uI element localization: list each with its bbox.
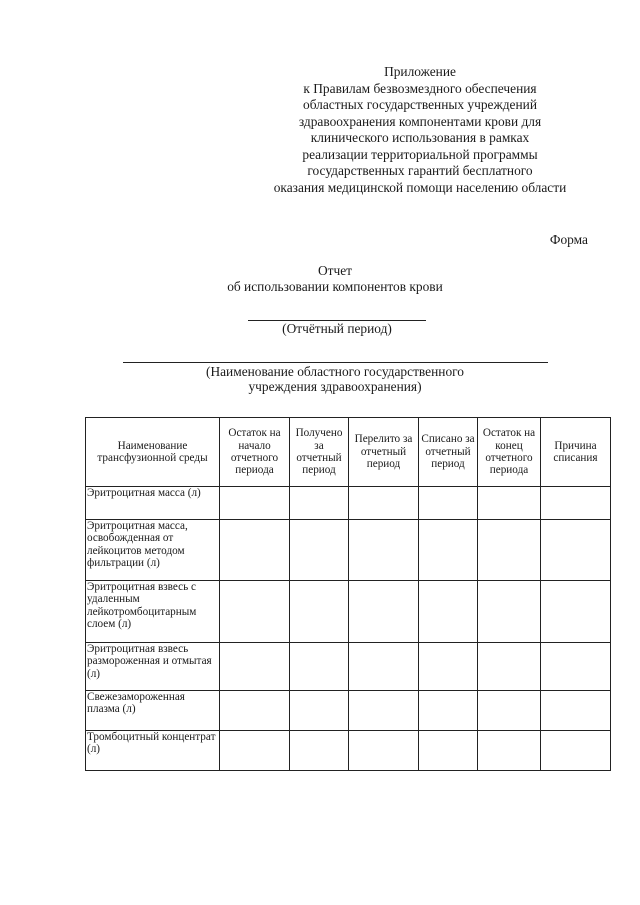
blood-components-table	[85, 417, 611, 771]
table-row	[86, 731, 611, 771]
table-cell[interactable]	[478, 731, 541, 771]
table-cell[interactable]	[349, 731, 419, 771]
col-header-transfused: Перелито за отчетный период	[349, 418, 419, 487]
col-header-received: Получено за отчетный период	[290, 418, 349, 487]
table-cell[interactable]	[541, 643, 611, 691]
table-row	[86, 520, 611, 581]
table-cell[interactable]	[290, 731, 349, 771]
appendix-line: реализации территориальной программы	[302, 146, 538, 162]
table-cell[interactable]	[349, 581, 419, 643]
appendix-block	[250, 64, 590, 196]
table-cell[interactable]	[478, 581, 541, 643]
table-cell[interactable]	[349, 487, 419, 520]
col-header-start-balance: Остаток на начало отчетного периода	[220, 418, 290, 487]
institution-caption-line: учреждения здравоохранения)	[248, 379, 422, 394]
table-cell[interactable]	[220, 731, 290, 771]
col-header-end-balance: Остаток на конец отчетного периода	[478, 418, 541, 487]
appendix-line: здравоохранения компонентами крови для	[298, 113, 542, 129]
table-cell[interactable]	[349, 520, 419, 581]
appendix-line: к Правилам безвозмездного обеспечения	[303, 80, 537, 96]
table-cell[interactable]	[541, 487, 611, 520]
report-title-block	[200, 263, 470, 295]
col-header-written-off: Списано за отчетный период	[419, 418, 478, 487]
table-row	[86, 691, 611, 731]
institution-underline	[123, 362, 548, 363]
appendix-line: оказания медицинской помощи населению области	[273, 179, 567, 195]
table-cell[interactable]	[419, 520, 478, 581]
row-label: Свежезамороженная плазма (л)	[86, 691, 220, 731]
table-cell[interactable]	[290, 520, 349, 581]
table-cell[interactable]	[220, 520, 290, 581]
table-cell[interactable]	[290, 691, 349, 731]
table-row	[86, 487, 611, 520]
table-cell[interactable]	[290, 581, 349, 643]
table-cell[interactable]	[220, 581, 290, 643]
table-cell[interactable]	[220, 487, 290, 520]
table-cell[interactable]	[349, 691, 419, 731]
table-cell[interactable]	[541, 520, 611, 581]
row-label: Эритроцитная взвесь размороженная и отмытая (л)	[86, 643, 220, 691]
table-cell[interactable]	[419, 487, 478, 520]
period-caption: (Отчётный период)	[282, 321, 392, 336]
table-cell[interactable]	[541, 581, 611, 643]
institution-caption	[160, 364, 510, 394]
row-label: Эритроцитная масса (л)	[86, 487, 220, 520]
table-cell[interactable]	[419, 643, 478, 691]
table-row	[86, 643, 611, 691]
row-label: Тромбоцитный концентрат (л)	[86, 731, 220, 771]
institution-caption-line: (Наименование областного государственного	[205, 364, 464, 379]
table-cell[interactable]	[419, 691, 478, 731]
table-cell[interactable]	[290, 643, 349, 691]
table-cell[interactable]	[419, 581, 478, 643]
table-cell[interactable]	[478, 643, 541, 691]
table-cell[interactable]	[478, 520, 541, 581]
table-cell[interactable]	[541, 731, 611, 771]
table-cell[interactable]	[220, 691, 290, 731]
table-cell[interactable]	[478, 691, 541, 731]
form-label: Форма	[549, 232, 588, 247]
table-header-row	[86, 418, 611, 487]
row-label: Эритроцитная взвесь с удаленным лейкотромбоцитарным слоем (л)	[86, 581, 220, 643]
appendix-line: клинического использования в рамках	[310, 130, 530, 145]
table-cell[interactable]	[220, 643, 290, 691]
table-cell[interactable]	[478, 487, 541, 520]
appendix-line: Приложение	[384, 64, 456, 79]
appendix-line: государственных гарантий бесплатного	[307, 163, 533, 178]
report-subtitle: об использовании компонентов крови	[227, 279, 443, 294]
table-cell[interactable]	[349, 643, 419, 691]
report-title: Отчет	[317, 263, 353, 278]
appendix-line: областных государственных учреждений	[303, 97, 537, 112]
table-cell[interactable]	[290, 487, 349, 520]
table-row	[86, 581, 611, 643]
col-header-writeoff-reason: Причина списания	[541, 418, 611, 487]
table-cell[interactable]	[541, 691, 611, 731]
col-header-component: Наименование трансфузионной среды	[86, 418, 220, 487]
row-label: Эритроцитная масса, освобожденная от лейкоцитов методом фильтрации (л)	[86, 520, 220, 581]
table-cell[interactable]	[419, 731, 478, 771]
